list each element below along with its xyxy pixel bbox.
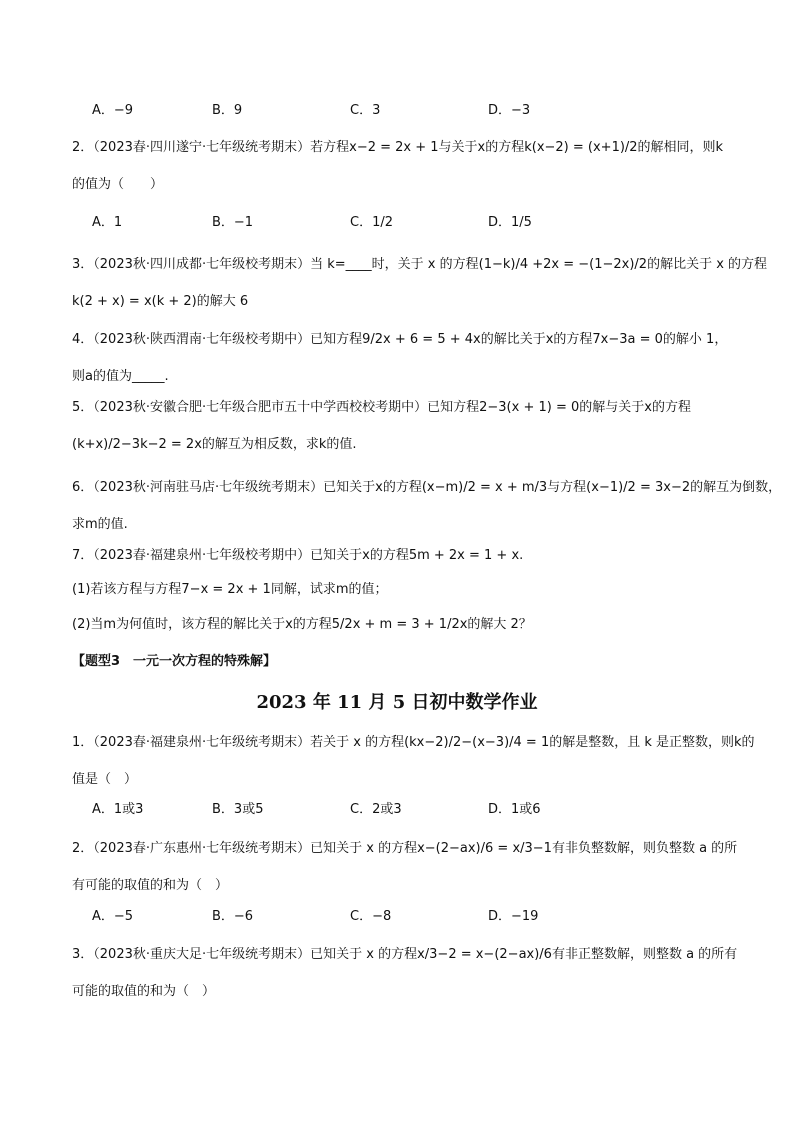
page-title: 2023 年 11 月 5 日初中数学作业: [256, 692, 538, 713]
question-3-line-2: k(2 + x) = x(k + 2)的解大 6: [72, 294, 249, 309]
option-b: B．−1: [212, 215, 254, 230]
question-6-line-1: 6．（2023秋·河南驻马店·七年级统考期末）已知关于x的方程(x−m)/2 = x + m/3与方程(x−1)/2 = 3x−2的解互为倒数，: [72, 480, 782, 495]
question-7-part-2: (2)当m为何值时，该方程的解比关于x的方程5/2x + m = 3 + 1/2x的解大 2？: [72, 617, 532, 632]
question-7-line-1: 7．（2023春·福建泉州·七年级校考期中）已知关于x的方程5m + 2x = 1 + x.: [72, 548, 524, 563]
s2-question-3-line-2: 可能的取值的和为（ ）: [72, 984, 216, 999]
option-b: B．3或5: [212, 802, 264, 817]
question-4-line-2: 则a的值为_____.: [72, 369, 169, 384]
question-2-line-1: 2．（2023春·四川遂宁·七年级统考期末）若方程x−2 = 2x + 1与关于x的方程k(x−2) = (x+1)/2的解相同，则k: [72, 140, 724, 155]
question-5-line-1: 5．（2023秋·安徽合肥·七年级合肥市五十中学西校校考期中）已知方程2−3(x + 1) = 0的解与关于x的方程: [72, 400, 691, 415]
option-d: D．−19: [488, 909, 539, 924]
question-4-line-1: 4．（2023秋·陕西渭南·七年级校考期中）已知方程9/2x + 6 = 5 + 4x的解比关于x的方程7x−3a = 0的解小 1，: [72, 332, 728, 347]
option-c: C．1/2: [350, 215, 393, 230]
option-c: C．3: [350, 103, 381, 118]
question-3-line-1: 3．（2023秋·四川成都·七年级校考期末）当 k=____时，关于 x 的方程(1−k)/4 +2x = −(1−2x)/2的解比关于 x 的方程: [72, 257, 768, 272]
question-5-line-2: (k+x)/2−3k−2 = 2x的解互为相反数，求k的值.: [72, 437, 357, 452]
s2-question-2-line-2: 有可能的取值的和为（ ）: [72, 878, 229, 893]
question-6-line-2: 求m的值.: [72, 517, 128, 532]
option-d: D．1或6: [488, 802, 541, 817]
s2-question-3-line-1: 3．（2023秋·重庆大足·七年级统考期末）已知关于 x 的方程x/3−2 = x−(2−ax)/6有非正整数解，则整数 a 的所有: [72, 947, 738, 962]
option-d: D．−3: [488, 103, 531, 118]
option-b: B．−6: [212, 909, 254, 924]
section-heading: 【题型3 一元一次方程的特殊解】: [72, 654, 277, 669]
option-a: A．1: [92, 215, 123, 230]
question-2-line-2: 的值为（ ）: [72, 177, 164, 192]
option-a: A．1或3: [92, 802, 144, 817]
option-c: C．2或3: [350, 802, 402, 817]
s2-question-1-line-2: 值是（ ）: [72, 772, 138, 787]
option-a: A．−5: [92, 909, 134, 924]
option-d: D．1/5: [488, 215, 532, 230]
question-7-part-1: (1)若该方程与方程7−x = 2x + 1同解，试求m的值；: [72, 582, 388, 597]
option-b: B．9: [212, 103, 243, 118]
option-c: C．−8: [350, 909, 392, 924]
option-a: A．−9: [92, 103, 134, 118]
s2-question-1-line-1: 1．（2023春·福建泉州·七年级统考期末）若关于 x 的方程(kx−2)/2−(x−3)/4 = 1的解是整数，且 k 是正整数，则k的: [72, 735, 755, 750]
s2-question-2-line-1: 2．（2023春·广东惠州·七年级统考期末）已知关于 x 的方程x−(2−ax)/6 = x/3−1有非负整数解，则负整数 a 的所: [72, 841, 738, 856]
